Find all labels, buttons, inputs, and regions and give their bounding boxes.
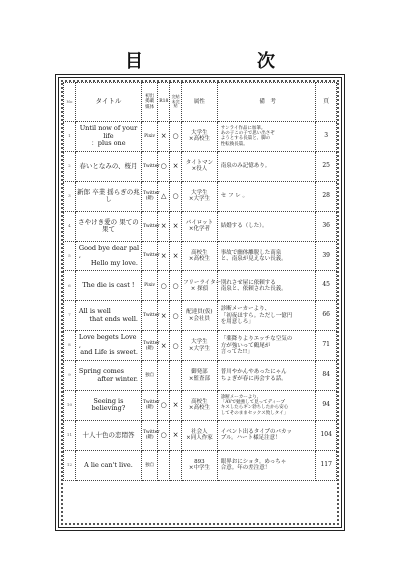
row-note [217, 361, 316, 391]
row-attribute [182, 420, 218, 450]
attribute-line: ×大学生 [188, 345, 210, 352]
row-note [217, 211, 316, 241]
row-number: 11 [64, 420, 76, 450]
attribute-line: 御発部 [191, 369, 208, 376]
table-row [64, 301, 337, 331]
row-r18: × [158, 241, 170, 271]
header-r18: R18 [158, 83, 170, 122]
row-note [217, 122, 316, 152]
row-attribute [182, 450, 218, 480]
contents-table [63, 82, 337, 481]
note-line: 「AVで勉強して見ってディープ [220, 400, 285, 406]
row-note [217, 391, 316, 421]
note-line: 診断メーカーより、 [220, 306, 271, 313]
title-line: さやけき愛の 果ての果て [78, 217, 139, 234]
row-number: 2 [64, 151, 76, 181]
row-number: 12 [64, 450, 76, 480]
table-row [64, 211, 337, 241]
note-line: 「薬降りよりエッチな空気の [220, 336, 293, 343]
row-page: 28 [316, 181, 337, 211]
row-post-medium: Twitter [141, 241, 157, 271]
header-page: 頁 [316, 83, 337, 122]
row-title [75, 301, 141, 331]
header-no: No [64, 83, 76, 122]
row-r18: ○ [158, 420, 170, 450]
row-note [217, 181, 316, 211]
table-row [64, 331, 337, 361]
row-number: 3 [64, 181, 76, 211]
table-row [64, 391, 337, 421]
row-post-medium: Twitter [141, 151, 157, 181]
row-number: 9 [64, 361, 76, 391]
row-title [75, 122, 141, 152]
row-note [217, 450, 316, 480]
title-line: Love begets Love , [78, 333, 137, 349]
row-post-medium: Twitter (鍵) [141, 181, 157, 211]
row-post-medium: Twitter [141, 301, 157, 331]
table-row [64, 151, 337, 181]
note-line: 事故で幽体離脱した南泉 [220, 249, 282, 256]
note-line: ようとする長篇と、脚の [220, 136, 271, 142]
row-post-medium: Twitter [141, 211, 157, 241]
row-page: 39 [316, 241, 337, 271]
attribute-line: ×同人作家 [186, 435, 213, 442]
row-post-medium: Pixiv [141, 271, 157, 301]
attribute-line: 大学生 [191, 339, 208, 346]
row-r18: ○ [158, 391, 170, 421]
row-attribute [182, 181, 218, 211]
row-number: 1 [64, 122, 76, 152]
row-r18: × [158, 122, 170, 152]
attribute-line: ×監査部 [188, 375, 210, 382]
note-line: セ フ レ 。 [220, 193, 249, 200]
row-note [217, 331, 316, 361]
row-number: 5 [64, 241, 76, 271]
attribute-line: タイトマン [185, 160, 214, 167]
row-page: 36 [316, 211, 337, 241]
title-line: after winter. [97, 374, 138, 383]
row-post-medium: 独自 [141, 361, 157, 391]
row-note [217, 241, 316, 271]
row-complete: ○ [170, 301, 182, 331]
row-note [217, 151, 316, 181]
note-line: あの子この子で思い出さぞ [220, 131, 275, 137]
title-line: 新郎 卒業 揺らぎの兆し [77, 187, 140, 204]
row-title [75, 211, 141, 241]
row-complete: × [170, 420, 182, 450]
row-attribute [182, 151, 218, 181]
row-complete: × [170, 211, 182, 241]
row-r18 [158, 361, 170, 391]
table-row [64, 181, 337, 211]
title-line: Seeing is believing? [91, 396, 126, 413]
header-row [64, 83, 337, 122]
row-attribute [182, 271, 222, 301]
row-title [75, 450, 141, 480]
table-row [64, 420, 337, 450]
note-line: 性転換長篇。 [220, 141, 248, 147]
row-page: 84 [316, 361, 337, 391]
table-row [64, 241, 337, 271]
attribute-line: 893 [194, 458, 205, 465]
attribute-line: ×高校生 [188, 136, 210, 143]
header-note: 備 考 [217, 83, 316, 122]
page-title: 目 次 [125, 51, 323, 72]
row-title [75, 271, 141, 301]
note-line: イベント出るタイプのバカッ [220, 429, 292, 436]
attribute-line: ×会社員 [188, 315, 210, 322]
attribute-line: 社会人 [191, 429, 208, 436]
attribute-line: ×高校生 [188, 405, 210, 412]
note-line: してそのままセックス致しタイ」 [220, 410, 289, 416]
note-line: 南泉のみ記憶あり。 [220, 163, 271, 170]
attribute-line: フリーライター [183, 279, 222, 286]
row-attribute [182, 391, 218, 421]
header-complete: 完結 未完結 [170, 83, 182, 122]
row-attribute [182, 241, 218, 271]
row-note [217, 271, 316, 301]
note-line: 言ってた!!」 [220, 348, 253, 355]
note-line: プル。ハート様足注意！ [220, 435, 281, 442]
row-r18: × [158, 331, 170, 361]
title-line: Spring comes [78, 367, 125, 376]
row-page: 45 [316, 271, 337, 301]
row-note [217, 301, 316, 331]
row-attribute [182, 331, 218, 361]
row-number: 8 [64, 331, 76, 361]
attribute-line: ×高校生 [188, 256, 210, 262]
row-page: 117 [316, 450, 337, 480]
row-complete [170, 450, 182, 480]
note-line: と、南泉が見えない長義。 [220, 256, 287, 262]
attribute-line: ×化学者 [188, 226, 210, 233]
attribute-line: ×役人 [191, 166, 208, 173]
attribute-line: 高校生 [191, 399, 208, 406]
row-title [75, 391, 141, 421]
row-r18: △ [158, 181, 170, 211]
row-complete: × [170, 391, 182, 421]
attribute-line: × 探偵 [190, 285, 209, 292]
note-line: ちょぎが春に再会する話。 [220, 375, 287, 382]
attribute-line: 大学生 [191, 130, 208, 137]
row-post-medium: Twitter (鍵) [141, 391, 157, 421]
note-line: を用意しろ」 [220, 318, 254, 325]
title-line: ：plus one [91, 139, 126, 148]
attribute-line: ×中学生 [188, 465, 210, 472]
note-line: 南泉と、依頼された長義。 [220, 285, 287, 292]
title-line: and Life is sweet. [80, 348, 138, 357]
row-page: 71 [316, 331, 337, 361]
row-page: 104 [316, 420, 337, 450]
row-post-medium: 独自 [141, 450, 157, 480]
attribute-line: 高校生 [191, 249, 208, 256]
row-r18: ○ [158, 271, 170, 301]
title-line: A lie can't live. [84, 460, 133, 469]
attribute-line: パイロット [185, 219, 214, 226]
note-line: 結婚する（した）。 [220, 222, 268, 229]
attribute-line: ×大学生 [188, 196, 210, 203]
row-r18 [158, 450, 170, 480]
row-complete: × [170, 151, 182, 181]
row-r18: ○ [158, 151, 170, 181]
title-line: Good bye dear pal , [78, 243, 140, 260]
row-post-medium: Twitter (鍵) [141, 420, 157, 450]
row-attribute [182, 301, 218, 331]
row-r18: × [158, 211, 170, 241]
row-complete: ○ [170, 271, 182, 301]
row-complete: ○ [170, 331, 182, 361]
header-attr: 属性 [182, 83, 218, 122]
row-title [75, 361, 141, 391]
note-line: 別れさせ屋に依頼する [220, 279, 276, 286]
note-line: 方が強いって鶴尾が [220, 342, 271, 349]
table-row [64, 122, 337, 152]
row-complete: × [170, 241, 182, 271]
table-row [64, 361, 337, 391]
attribute-line: 大学生 [191, 189, 208, 196]
header-title: タイトル [75, 83, 141, 122]
row-title [75, 241, 141, 271]
title-line: Until now of your life [79, 124, 138, 140]
row-title [75, 181, 141, 211]
row-complete [170, 361, 182, 391]
note-line: 合意。年の差注意！ [220, 465, 271, 472]
title-line: All is well [78, 307, 111, 316]
note-line: 「初夜ほすら。ただし一億円 [220, 312, 293, 319]
row-page: 25 [316, 151, 337, 181]
title-line: 春いとなみの、桜月 [79, 161, 138, 170]
note-line: サンライ作品に加筆。 [220, 126, 266, 132]
row-attribute [182, 361, 218, 391]
title-line: that ends well. [89, 314, 138, 323]
note-line: 診断メーカーより、 [220, 395, 262, 401]
row-page: 3 [316, 122, 337, 152]
note-line: 普川やかんやあったにゃん [220, 369, 287, 376]
row-number: 7 [64, 301, 76, 331]
row-attribute [182, 122, 218, 152]
row-page: 94 [316, 391, 337, 421]
row-complete: ○ [170, 181, 182, 211]
row-post-medium: Pixiv [141, 122, 157, 152]
row-number: 4 [64, 211, 76, 241]
row-post-medium: Twitter (鍵) [141, 331, 157, 361]
table-row [64, 450, 337, 480]
row-number: 6 [64, 271, 76, 301]
title-line: 十人十色の恋悶答 [82, 430, 135, 439]
note-line: キスしたらギン勃ちしたから安心 [220, 405, 289, 411]
row-complete: ○ [170, 122, 182, 152]
title-line: The die is cast ! [82, 281, 135, 290]
row-title [75, 331, 141, 361]
row-attribute [182, 211, 218, 241]
row-r18: × [158, 301, 170, 331]
row-number: 10 [64, 391, 76, 421]
attribute-line: 配達員(仮) [186, 309, 213, 316]
table-row [64, 271, 337, 301]
row-page: 66 [316, 301, 337, 331]
row-title [75, 420, 141, 450]
header-post: 初出 掲載 媒体 [141, 83, 157, 122]
row-title [75, 151, 141, 181]
title-line: Hello my love. [90, 258, 138, 267]
row-note [217, 420, 316, 450]
note-line: 眼界おにショタ。めっちゃ [220, 458, 287, 465]
